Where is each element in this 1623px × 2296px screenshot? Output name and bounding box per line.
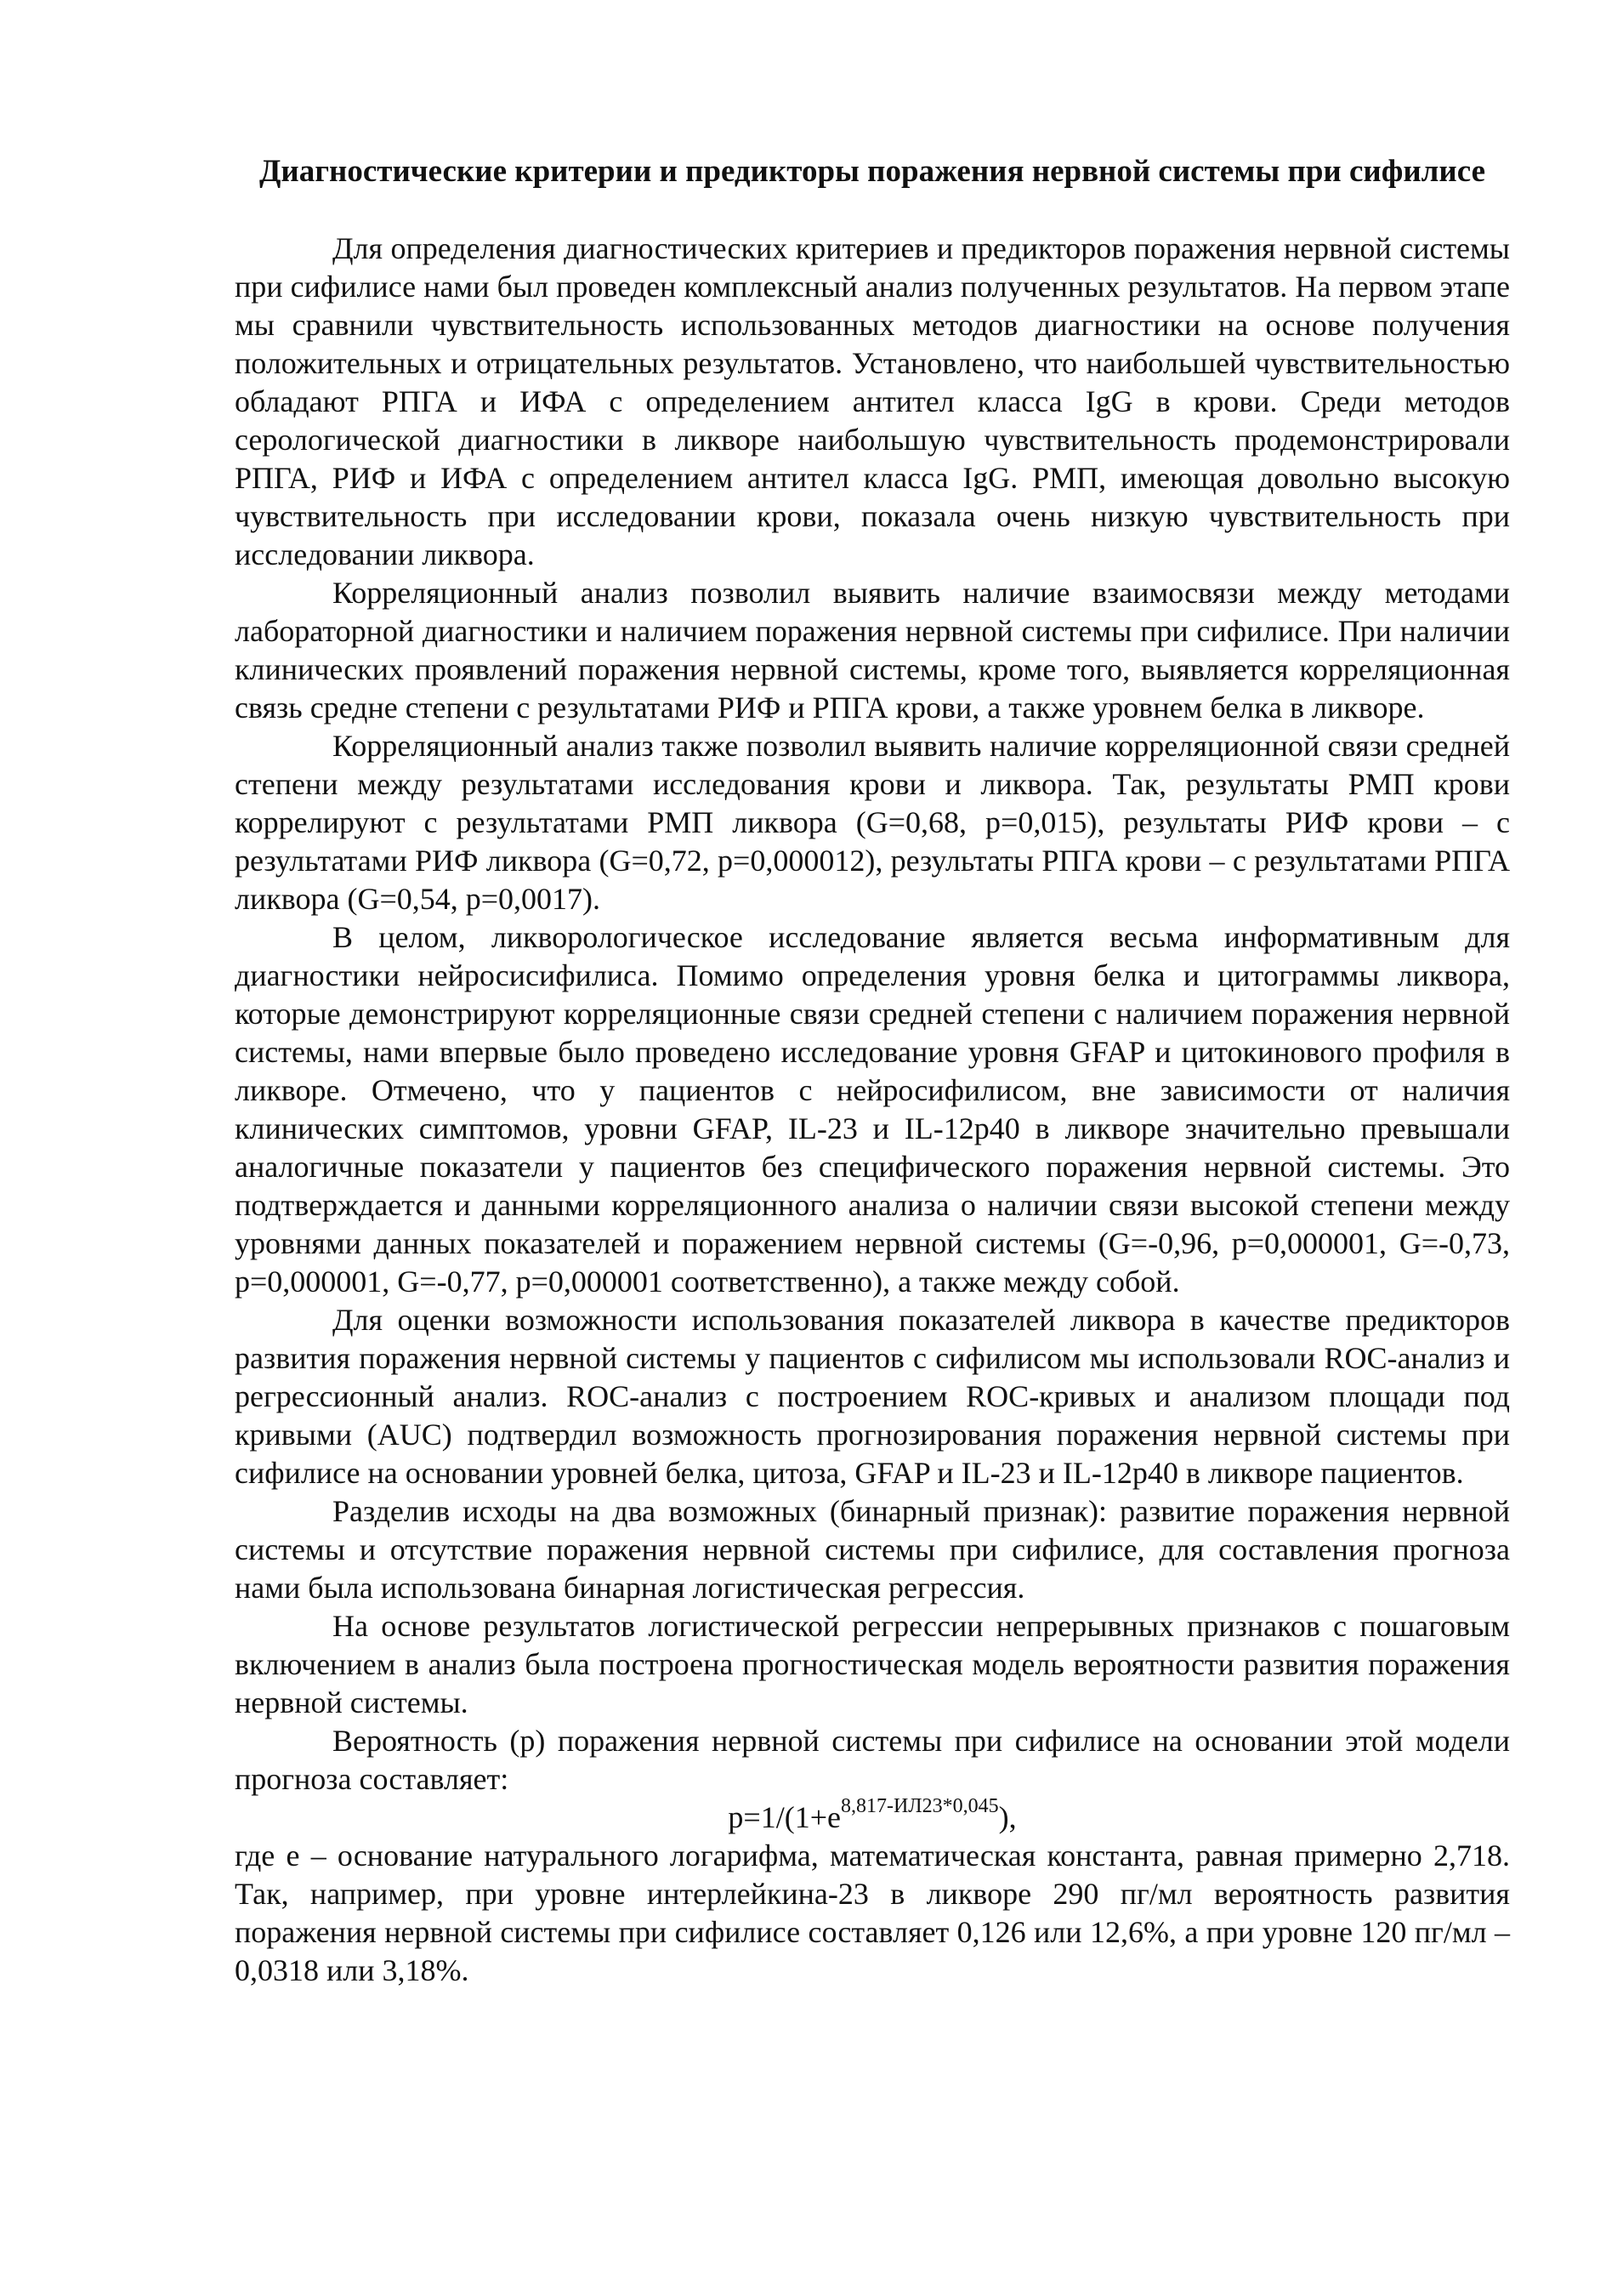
paragraph-csf-study: В целом, ликворологическое исследование является весьма информативным для диагностики нейросисифилиса. Помимо определения уровня белка и цитограммы ликвора, которые демонстрируют корреляционные связи средней степени с наличием поражения нервной системы, нами впервые было проведено исследование уровня GFAP и цитокинового профиля в ликворе. Отмечено, что у пациентов с нейросифилисом, вне зависимости от наличия клинических симптомов, уровни GFAP, IL-23 и IL-12p40 в ликворе значительно превышали аналогичные показатели у пациентов без специфического поражения нервной системы. Это подтверждается и данными корреляционного анализа о наличии связи высокой степени между уровнями данных показателей и поражением нервной системы (G=-0,96, p=0,000001, G=-0,73, p=0,000001, G=-0,77, p=0,000001 соответственно), а также между собой. <box>235 920 1510 1299</box>
paragraph-formula-explanation: где е – основание натурального логарифма, математическая константа, равная примерно 2,718. Так, например, при уровне интерлейкина-23 в ликворе 290 пг/мл вероятность развития поражения нервной системы при сифилисе составляет 0,126 или 12,6%, а при уровне 120 пг/мл – 0,0318 или 3,18%. <box>235 1839 1510 1987</box>
paragraph-correlation-blood-csf: Корреляционный анализ также позволил выявить наличие корреляционной связи средней степени между результатами исследования крови и ликвора. Так, результаты РМП крови коррелируют с результатами РМП ликвора (G=0,68, p=0,015), результаты РИФ крови – с результатами РИФ ликвора (G=0,72, p=0,000012), результаты РПГА крови – с результатами РПГА ликвора (G=0,54, p=0,0017). <box>235 729 1510 916</box>
document-title: Диагностические критерии и предикторы поражения нервной системы при сифилисе <box>258 154 1486 189</box>
formula-suffix: ), <box>998 1800 1017 1834</box>
paragraph-correlation-methods: Корреляционный анализ позволил выявить наличие взаимосвязи между методами лабораторной диагностики и наличием поражения нервной системы при сифилисе. При наличии клинических проявлений поражения нервной системы, кроме того, выявляется корреляционная связь средне степени с результатами РИФ и РПГА крови, а также уровнем белка в ликворе. <box>235 576 1510 725</box>
paragraph-binary-outcomes: Разделив исходы на два возможных (бинарный признак): развитие поражения нервной системы и отсутствие поражения нервной системы при сифилисе, для составления прогноза нами была использована бинарная логистическая регрессия. <box>235 1494 1510 1605</box>
document-page <box>235 153 1510 1990</box>
paragraph-logistic-model: На основе результатов логистической регрессии непрерывных признаков с пошаговым включением в анализ была построена прогностическая модель вероятности развития поражения нервной системы. <box>235 1609 1510 1719</box>
formula-exponent: 8,817-ИЛ23*0,045 <box>840 1795 999 1817</box>
paragraph-probability-intro: Вероятность (р) поражения нервной системы при сифилисе на основании этой модели прогноза составляет: <box>235 1724 1510 1796</box>
paragraph-sensitivity: Для определения диагностических критериев и предикторов поражения нервной системы при сифилисе нами был проведен комплексный анализ полученных результатов. На первом этапе мы сравнили чувствительность использованных методов диагностики на основе получения положительных и отрицательных результатов. Установлено, что наибольшей чувствительностью обладают РПГА и ИФА с определением антител класса IgG в крови. Среди методов серологической диагностики в ликворе наибольшую чувствительность продемонстрировали РПГА, РИФ и ИФА с определением антител класса IgG. РМП, имеющая довольно высокую чувствительность при исследовании крови, показала очень низкую чувствительность при исследовании ликвора. <box>235 231 1510 571</box>
paragraph-roc-analysis: Для оценки возможности использования показателей ликвора в качестве предикторов развития поражения нервной системы у пациентов с сифилисом мы использовали ROC-анализ и регрессионный анализ. ROC-анализ с построением ROC-кривых и анализом площади под кривыми (AUC) подтвердил возможность прогнозирования поражения нервной системы при сифилисе на основании уровней белка, цитоза, GFAP и IL-23 и IL-12p40 в ликворе пациентов. <box>235 1303 1510 1490</box>
probability-formula <box>235 1795 1510 1837</box>
formula-prefix: p=1/(1+e <box>728 1800 841 1834</box>
